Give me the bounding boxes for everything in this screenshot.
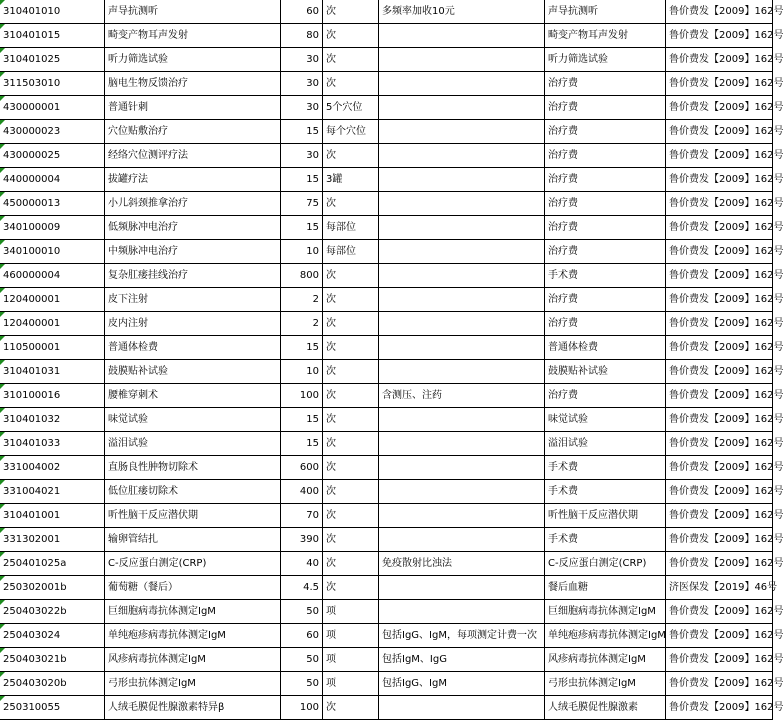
cell-policy-document[interactable]: 鲁价费发【2009】162号 [666, 192, 773, 216]
cell-unit[interactable]: 每部位 [323, 240, 379, 264]
cell-policy-document[interactable]: 鲁价费发【2009】162号 [666, 0, 773, 24]
cell-fee-category[interactable]: 餐后血糖 [545, 576, 666, 600]
cell-unit[interactable]: 次 [323, 384, 379, 408]
cell-item-name[interactable]: 复杂肛瘘挂线治疗 [105, 264, 281, 288]
cell-item-name[interactable]: 直肠良性肿物切除术 [105, 456, 281, 480]
cell-policy-document[interactable]: 鲁价费发【2009】162号 [666, 648, 773, 672]
table-row [0, 696, 773, 720]
cell-price[interactable]: 60 [281, 624, 323, 648]
cell-item-name[interactable]: 低频脉冲电治疗 [105, 216, 281, 240]
cell-price[interactable]: 800 [281, 264, 323, 288]
cell-price[interactable]: 4.5 [281, 576, 323, 600]
cell-price[interactable]: 80 [281, 24, 323, 48]
cell-unit[interactable]: 次 [323, 432, 379, 456]
cell-unit[interactable]: 每个穴位 [323, 120, 379, 144]
cell-item-code[interactable]: 250403020b [0, 672, 105, 696]
cell-price[interactable]: 15 [281, 120, 323, 144]
cell-unit[interactable]: 次 [323, 576, 379, 600]
cell-item-name[interactable]: 经络穴位测评疗法 [105, 144, 281, 168]
cell-note[interactable] [379, 576, 545, 600]
cell-item-code[interactable]: 250403021b [0, 648, 105, 672]
cell-price[interactable]: 75 [281, 192, 323, 216]
cell-policy-document[interactable]: 鲁价费发【2009】162号 [666, 144, 773, 168]
cell-item-name[interactable]: 小儿斜颈推拿治疗 [105, 192, 281, 216]
cell-item-code[interactable]: 450000013 [0, 192, 105, 216]
cell-note[interactable] [379, 264, 545, 288]
table-row [0, 240, 773, 264]
cell-note[interactable] [379, 336, 545, 360]
cell-fee-category[interactable]: 鼓膜贴补试验 [545, 360, 666, 384]
cell-policy-document[interactable]: 鲁价费发【2009】162号 [666, 480, 773, 504]
cell-policy-document[interactable]: 鲁价费发【2009】162号 [666, 384, 773, 408]
cell-policy-document[interactable]: 鲁价费发【2009】162号 [666, 504, 773, 528]
cell-item-code[interactable]: 331004002 [0, 456, 105, 480]
cell-unit[interactable]: 次 [323, 504, 379, 528]
cell-unit[interactable]: 次 [323, 552, 379, 576]
cell-price[interactable]: 50 [281, 648, 323, 672]
cell-item-name[interactable]: 脑电生物反馈治疗 [105, 72, 281, 96]
cell-item-code[interactable]: 250403022b [0, 600, 105, 624]
cell-item-code[interactable]: 440000004 [0, 168, 105, 192]
cell-unit[interactable]: 次 [323, 312, 379, 336]
table-row [0, 216, 773, 240]
cell-note[interactable] [379, 504, 545, 528]
cell-note[interactable] [379, 528, 545, 552]
cell-note[interactable]: 包括IgG、IgM [379, 672, 545, 696]
table-row [0, 360, 773, 384]
cell-price[interactable]: 50 [281, 600, 323, 624]
table-row [0, 480, 773, 504]
cell-item-code[interactable]: 310401033 [0, 432, 105, 456]
cell-fee-category[interactable]: 治疗费 [545, 168, 666, 192]
cell-note[interactable]: 多频率加收10元 [379, 0, 545, 24]
cell-item-name[interactable]: 拔罐疗法 [105, 168, 281, 192]
cell-price[interactable]: 15 [281, 336, 323, 360]
cell-price[interactable]: 30 [281, 144, 323, 168]
cell-note[interactable] [379, 696, 545, 720]
cell-price[interactable]: 15 [281, 408, 323, 432]
cell-unit[interactable]: 次 [323, 0, 379, 24]
table-row [0, 144, 773, 168]
cell-unit[interactable]: 次 [323, 288, 379, 312]
cell-fee-category[interactable]: 听性脑干反应潜伏期 [545, 504, 666, 528]
cell-item-code[interactable]: 310401010 [0, 0, 105, 24]
cell-policy-document[interactable]: 鲁价费发【2009】162号 [666, 168, 773, 192]
cell-policy-document[interactable]: 鲁价费发【2009】162号 [666, 312, 773, 336]
cell-item-code[interactable]: 311503010 [0, 72, 105, 96]
cell-note[interactable]: 含测压、注药 [379, 384, 545, 408]
table-row [0, 456, 773, 480]
cell-item-code[interactable]: 120400001 [0, 312, 105, 336]
cell-item-code[interactable]: 310401001 [0, 504, 105, 528]
cell-policy-document[interactable]: 鲁价费发【2009】162号 [666, 408, 773, 432]
table-row [0, 408, 773, 432]
table-row [0, 384, 773, 408]
cell-note[interactable] [379, 192, 545, 216]
cell-note[interactable] [379, 216, 545, 240]
cell-fee-category[interactable]: 治疗费 [545, 120, 666, 144]
table-row [0, 432, 773, 456]
cell-note[interactable]: 免疫散射比浊法 [379, 552, 545, 576]
cell-unit[interactable]: 项 [323, 648, 379, 672]
cell-item-code[interactable]: 331302001 [0, 528, 105, 552]
cell-unit[interactable]: 次 [323, 72, 379, 96]
cell-fee-category[interactable]: 治疗费 [545, 144, 666, 168]
cell-fee-category[interactable]: 风疹病毒抗体测定IgM [545, 648, 666, 672]
cell-note[interactable] [379, 24, 545, 48]
cell-unit[interactable]: 次 [323, 144, 379, 168]
cell-item-name[interactable]: 输卵管结扎 [105, 528, 281, 552]
cell-price[interactable]: 400 [281, 480, 323, 504]
cell-price[interactable]: 30 [281, 48, 323, 72]
cell-note[interactable] [379, 168, 545, 192]
table-row [0, 504, 773, 528]
cell-fee-category[interactable]: 巨细胞病毒抗体测定IgM [545, 600, 666, 624]
cell-unit[interactable]: 次 [323, 192, 379, 216]
cell-item-code[interactable]: 110500001 [0, 336, 105, 360]
cell-fee-category[interactable]: 味觉试验 [545, 408, 666, 432]
cell-note[interactable] [379, 600, 545, 624]
cell-note[interactable] [379, 480, 545, 504]
table-row [0, 576, 773, 600]
cell-price[interactable]: 10 [281, 360, 323, 384]
cell-unit[interactable]: 次 [323, 336, 379, 360]
cell-item-name[interactable]: 皮下注射 [105, 288, 281, 312]
cell-fee-category[interactable]: 手术费 [545, 456, 666, 480]
cell-item-name[interactable]: 风疹病毒抗体测定IgM [105, 648, 281, 672]
cell-policy-document[interactable]: 鲁价费发【2009】162号 [666, 264, 773, 288]
table-row [0, 48, 773, 72]
cell-item-name[interactable]: 穴位贴敷治疗 [105, 120, 281, 144]
cell-item-code[interactable]: 340100010 [0, 240, 105, 264]
cell-item-name[interactable]: 巨细胞病毒抗体测定IgM [105, 600, 281, 624]
cell-unit[interactable]: 次 [323, 456, 379, 480]
table-row [0, 264, 773, 288]
cell-price[interactable]: 2 [281, 312, 323, 336]
cell-unit[interactable]: 每部位 [323, 216, 379, 240]
table-row [0, 672, 773, 696]
cell-note[interactable] [379, 288, 545, 312]
cell-unit[interactable]: 次 [323, 696, 379, 720]
cell-price[interactable]: 15 [281, 216, 323, 240]
cell-unit[interactable]: 次 [323, 48, 379, 72]
table-row [0, 528, 773, 552]
cell-note[interactable] [379, 48, 545, 72]
cell-policy-document[interactable]: 鲁价费发【2009】162号 [666, 48, 773, 72]
cell-policy-document[interactable]: 鲁价费发【2009】162号 [666, 288, 773, 312]
cell-note[interactable] [379, 240, 545, 264]
cell-note[interactable] [379, 456, 545, 480]
cell-policy-document[interactable]: 鲁价费发【2009】162号 [666, 696, 773, 720]
cell-policy-document[interactable]: 鲁价费发【2009】162号 [666, 624, 773, 648]
table-row [0, 600, 773, 624]
cell-item-code[interactable]: 430000001 [0, 96, 105, 120]
cell-item-name[interactable]: 鼓膜贴补试验 [105, 360, 281, 384]
cell-note[interactable] [379, 120, 545, 144]
table-row [0, 24, 773, 48]
cell-price[interactable]: 15 [281, 432, 323, 456]
table-row [0, 168, 773, 192]
cell-unit[interactable]: 次 [323, 264, 379, 288]
cell-fee-category[interactable]: 手术费 [545, 528, 666, 552]
cell-fee-category[interactable]: 治疗费 [545, 192, 666, 216]
cell-item-code[interactable]: 120400001 [0, 288, 105, 312]
cell-item-name[interactable]: C-反应蛋白测定(CRP) [105, 552, 281, 576]
cell-item-code[interactable]: 250401025a [0, 552, 105, 576]
cell-price[interactable]: 100 [281, 384, 323, 408]
cell-fee-category[interactable]: 弓形虫抗体测定IgM [545, 672, 666, 696]
cell-policy-document[interactable]: 鲁价费发【2009】162号 [666, 336, 773, 360]
cell-unit[interactable]: 项 [323, 672, 379, 696]
cell-policy-document[interactable]: 鲁价费发【2009】162号 [666, 432, 773, 456]
cell-fee-category[interactable]: 治疗费 [545, 384, 666, 408]
cell-item-name[interactable]: 普通针刺 [105, 96, 281, 120]
table-row [0, 120, 773, 144]
cell-price[interactable]: 50 [281, 672, 323, 696]
table-row [0, 192, 773, 216]
table-row [0, 552, 773, 576]
cell-note[interactable] [379, 96, 545, 120]
cell-item-name[interactable]: 声导抗测听 [105, 0, 281, 24]
table-row [0, 96, 773, 120]
cell-fee-category[interactable]: 声导抗测听 [545, 0, 666, 24]
cell-fee-category[interactable]: 治疗费 [545, 72, 666, 96]
cell-unit[interactable]: 5个穴位 [323, 96, 379, 120]
cell-item-name[interactable]: 低位肛瘘切除术 [105, 480, 281, 504]
cell-item-code[interactable]: 331004021 [0, 480, 105, 504]
cell-fee-category[interactable]: 普通体检费 [545, 336, 666, 360]
cell-item-code[interactable]: 250302001b [0, 576, 105, 600]
cell-item-code[interactable]: 250310055 [0, 696, 105, 720]
cell-item-name[interactable]: 听力筛选试验 [105, 48, 281, 72]
cell-note[interactable] [379, 312, 545, 336]
cell-price[interactable]: 60 [281, 0, 323, 24]
cell-item-code[interactable]: 430000025 [0, 144, 105, 168]
table-row [0, 624, 773, 648]
cell-unit[interactable]: 项 [323, 624, 379, 648]
cell-price[interactable]: 15 [281, 168, 323, 192]
cell-policy-document[interactable]: 鲁价费发【2009】162号 [666, 528, 773, 552]
cell-note[interactable]: 包括IgG、IgM，每项测定计费一次 [379, 624, 545, 648]
table-row [0, 312, 773, 336]
table-row [0, 288, 773, 312]
cell-fee-category[interactable]: 治疗费 [545, 216, 666, 240]
cell-item-name[interactable]: 中频脉冲电治疗 [105, 240, 281, 264]
cell-item-name[interactable]: 弓形虫抗体测定IgM [105, 672, 281, 696]
cell-policy-document[interactable]: 鲁价费发【2009】162号 [666, 96, 773, 120]
cell-item-name[interactable]: 腰椎穿刺术 [105, 384, 281, 408]
cell-unit[interactable]: 次 [323, 408, 379, 432]
cell-unit[interactable]: 次 [323, 24, 379, 48]
cell-unit[interactable]: 次 [323, 360, 379, 384]
cell-policy-document[interactable]: 鲁价费发【2009】162号 [666, 240, 773, 264]
cell-item-name[interactable]: 畸变产物耳声发射 [105, 24, 281, 48]
cell-price[interactable]: 100 [281, 696, 323, 720]
cell-note[interactable] [379, 432, 545, 456]
cell-note[interactable] [379, 408, 545, 432]
cell-item-name[interactable]: 听性脑干反应潜伏期 [105, 504, 281, 528]
cell-price[interactable]: 390 [281, 528, 323, 552]
cell-fee-category[interactable]: 手术费 [545, 264, 666, 288]
cell-item-code[interactable]: 310100016 [0, 384, 105, 408]
cell-price[interactable]: 600 [281, 456, 323, 480]
cell-price[interactable]: 30 [281, 72, 323, 96]
cell-note[interactable] [379, 360, 545, 384]
cell-note[interactable]: 包括IgM、IgG [379, 648, 545, 672]
cell-policy-document[interactable]: 鲁价费发【2009】162号 [666, 360, 773, 384]
cell-fee-category[interactable]: 治疗费 [545, 312, 666, 336]
cell-item-name[interactable]: 溢泪试验 [105, 432, 281, 456]
cell-item-name[interactable]: 人绒毛膜促性腺激素特异β [105, 696, 281, 720]
cell-price[interactable]: 10 [281, 240, 323, 264]
cell-item-code[interactable]: 460000004 [0, 264, 105, 288]
table-row [0, 336, 773, 360]
cell-policy-document[interactable]: 济医保发【2019】46号 [666, 576, 773, 600]
cell-note[interactable] [379, 72, 545, 96]
table-row [0, 0, 773, 24]
cell-policy-document[interactable]: 鲁价费发【2009】162号 [666, 552, 773, 576]
cell-policy-document[interactable]: 鲁价费发【2009】162号 [666, 216, 773, 240]
cell-item-code[interactable]: 250403024 [0, 624, 105, 648]
cell-item-name[interactable]: 味觉试验 [105, 408, 281, 432]
cell-fee-category[interactable]: 畸变产物耳声发射 [545, 24, 666, 48]
cell-unit[interactable]: 项 [323, 600, 379, 624]
cell-price[interactable]: 30 [281, 96, 323, 120]
cell-item-name[interactable]: 单纯疱疹病毒抗体测定IgM [105, 624, 281, 648]
cell-policy-document[interactable]: 鲁价费发【2009】162号 [666, 456, 773, 480]
table-row [0, 648, 773, 672]
cell-item-name[interactable]: 皮内注射 [105, 312, 281, 336]
cell-fee-category[interactable]: 溢泪试验 [545, 432, 666, 456]
cell-fee-category[interactable]: 治疗费 [545, 288, 666, 312]
cell-fee-category[interactable]: C-反应蛋白测定(CRP) [545, 552, 666, 576]
cell-item-code[interactable]: 310401031 [0, 360, 105, 384]
cell-fee-category[interactable]: 听力筛选试验 [545, 48, 666, 72]
cell-note[interactable] [379, 144, 545, 168]
cell-unit[interactable]: 3罐 [323, 168, 379, 192]
table-row [0, 72, 773, 96]
cell-item-code[interactable]: 310401015 [0, 24, 105, 48]
cell-item-code[interactable]: 310401032 [0, 408, 105, 432]
cell-item-name[interactable]: 葡萄糖（餐后） [105, 576, 281, 600]
cell-price[interactable]: 40 [281, 552, 323, 576]
cell-fee-category[interactable]: 单纯疱疹病毒抗体测定IgM [545, 624, 666, 648]
cell-unit[interactable]: 次 [323, 480, 379, 504]
cell-price[interactable]: 2 [281, 288, 323, 312]
cell-unit[interactable]: 次 [323, 528, 379, 552]
cell-item-code[interactable]: 430000023 [0, 120, 105, 144]
cell-policy-document[interactable]: 鲁价费发【2009】162号 [666, 24, 773, 48]
cell-policy-document[interactable]: 鲁价费发【2009】162号 [666, 72, 773, 96]
cell-policy-document[interactable]: 鲁价费发【2009】162号 [666, 672, 773, 696]
cell-item-code[interactable]: 310401025 [0, 48, 105, 72]
cell-fee-category[interactable]: 人绒毛膜促性腺激素 [545, 696, 666, 720]
cell-fee-category[interactable]: 治疗费 [545, 240, 666, 264]
cell-policy-document[interactable]: 鲁价费发【2009】162号 [666, 120, 773, 144]
cell-item-name[interactable]: 普通体检费 [105, 336, 281, 360]
cell-price[interactable]: 70 [281, 504, 323, 528]
cell-policy-document[interactable]: 鲁价费发【2009】162号 [666, 600, 773, 624]
cell-fee-category[interactable]: 手术费 [545, 480, 666, 504]
cell-item-code[interactable]: 340100009 [0, 216, 105, 240]
cell-fee-category[interactable]: 治疗费 [545, 96, 666, 120]
